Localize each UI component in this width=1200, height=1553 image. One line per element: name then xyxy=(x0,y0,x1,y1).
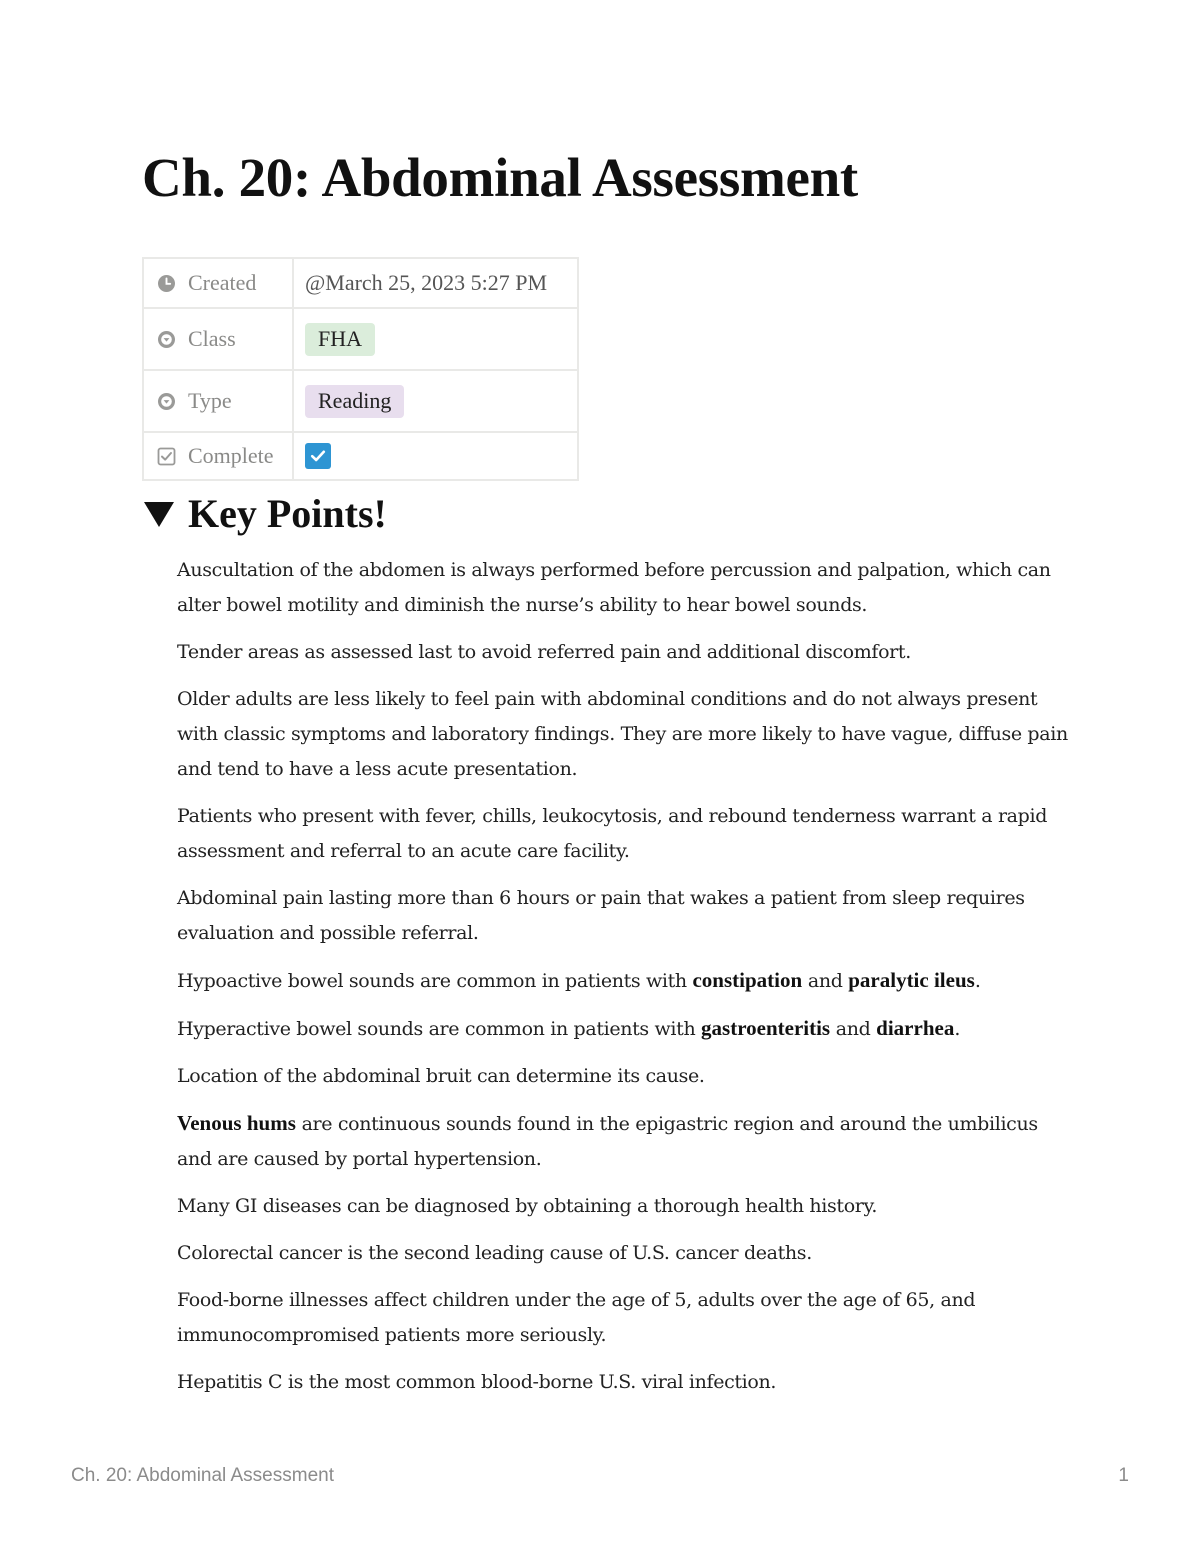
clock-icon xyxy=(157,274,176,293)
key-point xyxy=(177,553,1077,623)
property-row-type xyxy=(143,370,578,432)
class-tag[interactable]: FHA xyxy=(305,323,375,356)
key-point-text: . xyxy=(974,970,981,992)
property-row-created xyxy=(143,258,578,308)
key-point-text: and xyxy=(830,1018,877,1040)
complete-checkbox[interactable] xyxy=(305,443,331,469)
key-point-text: Hyperactive bowel sounds are common in patients with xyxy=(177,1018,702,1040)
footer-title: Ch. 20: Abdominal Assessment xyxy=(71,1465,334,1486)
key-point-text: Abdominal pain lasting more than 6 hours or pain that wakes a patient from sleep requires evaluation and possible referral. xyxy=(177,887,1025,944)
key-point-emphasis: paralytic ileus xyxy=(848,968,975,992)
key-point xyxy=(177,963,1077,999)
key-point-text: Location of the abdominal bruit can determine its cause. xyxy=(177,1065,705,1087)
key-point-text: Hepatitis C is the most common blood-borne U.S. viral infection. xyxy=(177,1371,777,1393)
key-point xyxy=(177,881,1077,951)
property-value-complete[interactable] xyxy=(293,432,578,480)
properties-table xyxy=(142,257,579,481)
key-point-text: are continuous sounds found in the epigastric region and around the umbilicus and are caused by portal hypertension. xyxy=(177,1113,1038,1170)
property-value-type[interactable] xyxy=(293,370,578,432)
key-point-text: Hypoactive bowel sounds are common in patients with xyxy=(177,970,693,992)
key-points-toggle xyxy=(142,488,387,540)
key-point-text: Older adults are less likely to feel pain with abdominal conditions and do not always present with classic symptoms and laboratory findings. They are more likely to have vague, diffuse pain and tend to have a less acute presentation. xyxy=(177,688,1068,780)
key-point-text: Auscultation of the abdomen is always performed before percussion and palpation, which can alter bowel motility and diminish the nurse’s ability to hear bowel sounds. xyxy=(177,559,1051,616)
key-point-emphasis: Venous hums xyxy=(177,1111,296,1135)
key-point-emphasis: diarrhea xyxy=(876,1016,955,1040)
property-label-class: Class xyxy=(188,326,236,351)
property-name-complete[interactable] xyxy=(143,432,293,480)
property-label-type: Type xyxy=(188,388,232,413)
toggle-triangle-icon[interactable] xyxy=(142,499,176,529)
property-value-created[interactable] xyxy=(293,258,578,308)
key-points-heading: Key Points! xyxy=(188,491,387,536)
key-point xyxy=(177,635,1077,670)
key-points-list xyxy=(177,553,1077,1412)
key-point-text: Food-borne illnesses affect children under the age of 5, adults over the age of 65, and immunocompromised patients more seriously. xyxy=(177,1289,976,1346)
type-tag[interactable]: Reading xyxy=(305,385,404,418)
key-point xyxy=(177,1283,1077,1353)
key-point xyxy=(177,1059,1077,1094)
key-point-text: Many GI diseases can be diagnosed by obtaining a thorough health history. xyxy=(177,1195,878,1217)
key-point xyxy=(177,799,1077,869)
property-name-class[interactable] xyxy=(143,308,293,370)
key-point-emphasis: gastroenteritis xyxy=(701,1016,831,1040)
key-point-text: Patients who present with fever, chills, leukocytosis, and rebound tenderness warrant a rapid assessment and referral to an acute care facility. xyxy=(177,805,1048,862)
key-point-text: Tender areas as assessed last to avoid referred pain and additional discomfort. xyxy=(177,641,911,663)
property-row-class xyxy=(143,308,578,370)
property-label-created: Created xyxy=(188,270,257,295)
property-name-type[interactable] xyxy=(143,370,293,432)
property-row-complete xyxy=(143,432,578,480)
created-date: @March 25, 2023 5:27 PM xyxy=(305,270,548,295)
key-point-emphasis: constipation xyxy=(692,968,803,992)
checkmark-icon xyxy=(309,447,327,465)
key-point-text: Colorectal cancer is the second leading cause of U.S. cancer deaths. xyxy=(177,1242,812,1264)
select-icon xyxy=(157,330,176,349)
key-point xyxy=(177,1236,1077,1271)
key-point xyxy=(177,1189,1077,1224)
property-name-created[interactable] xyxy=(143,258,293,308)
property-label-complete: Complete xyxy=(188,443,274,468)
key-point xyxy=(177,1011,1077,1047)
checkbox-icon xyxy=(157,447,176,466)
footer-page-number: 1 xyxy=(1118,1465,1129,1486)
key-point-text: . xyxy=(954,1018,961,1040)
property-value-class[interactable] xyxy=(293,308,578,370)
page-title: Ch. 20: Abdominal Assessment xyxy=(142,147,858,208)
key-point xyxy=(177,682,1077,787)
key-point xyxy=(177,1365,1077,1400)
key-point-text: and xyxy=(802,970,849,992)
select-icon xyxy=(157,392,176,411)
key-point xyxy=(177,1106,1077,1177)
